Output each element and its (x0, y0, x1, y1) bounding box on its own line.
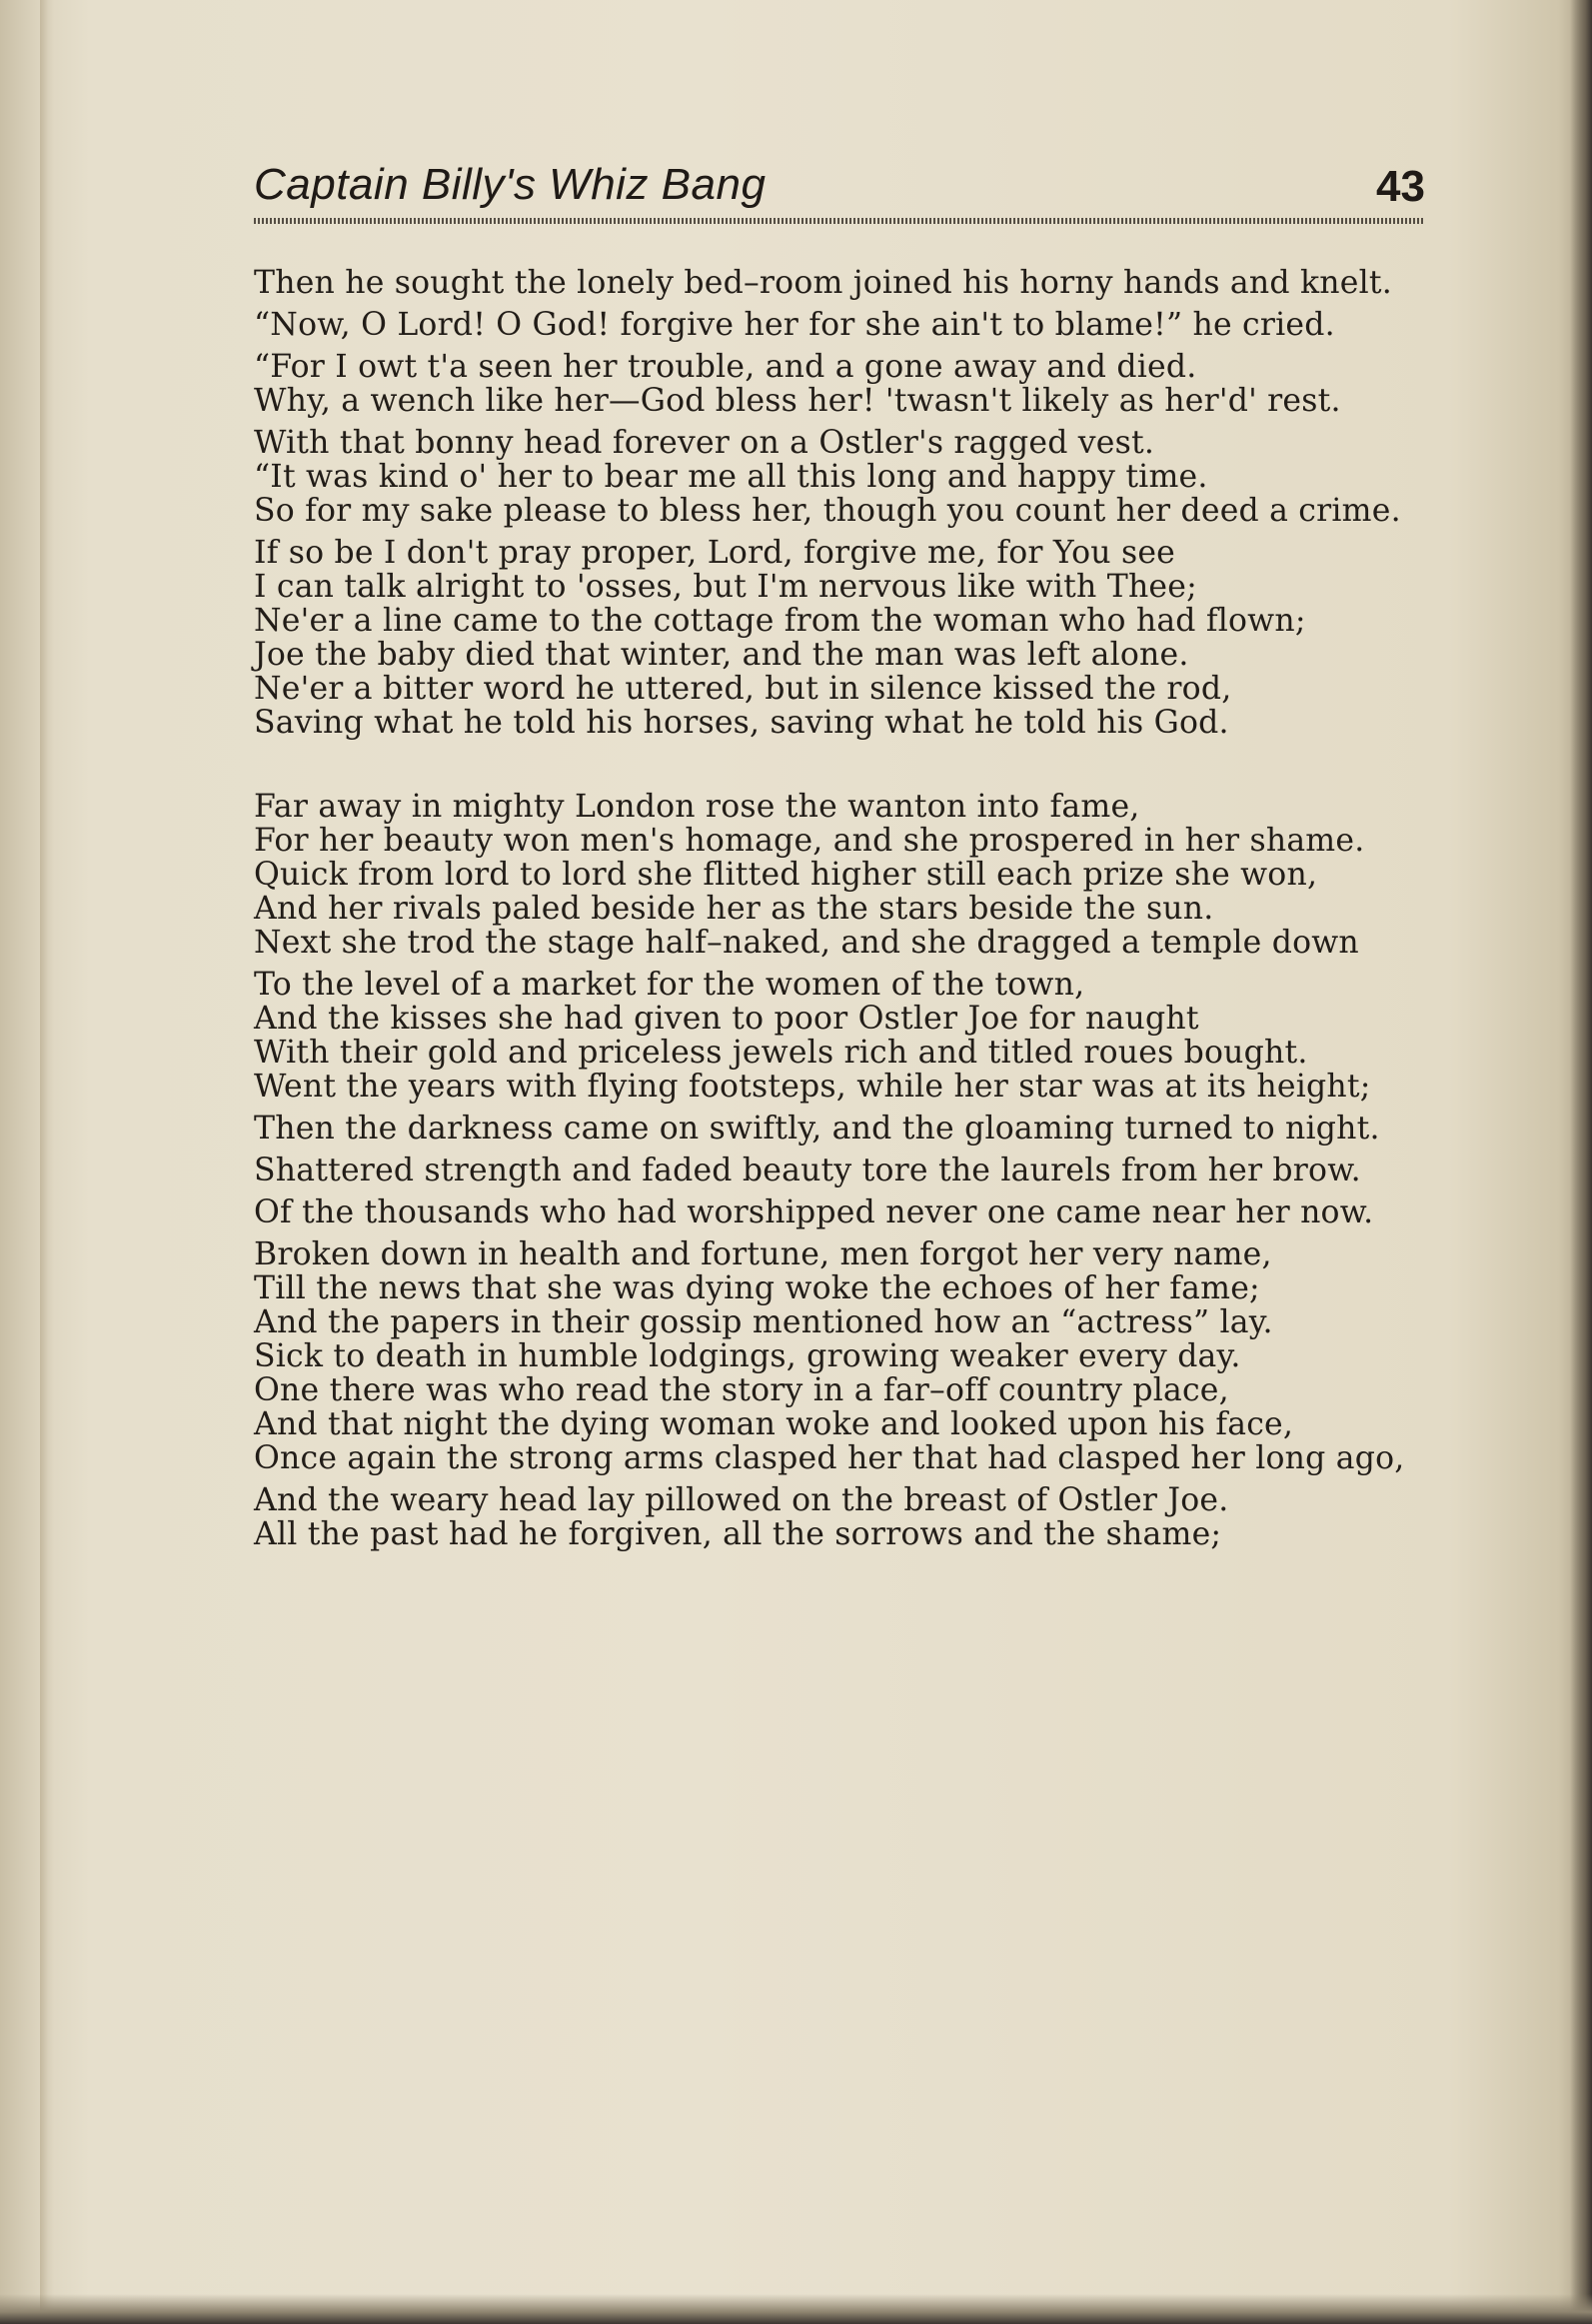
poem-line: Ne'er a line came to the cottage from the woman who had flown; (254, 603, 1306, 639)
poem-line: And her rivals paled beside her as the stars beside the sun. (254, 891, 1214, 927)
poem-line: Saving what he told his horses, saving what he told his God. (254, 705, 1229, 741)
page-number: 43 (1376, 162, 1425, 211)
poem-line: Broken down in health and fortune, men forgot her very name, (254, 1236, 1272, 1272)
poem-line: One there was who read the story in a far–off country place, (254, 1372, 1229, 1408)
running-title: Captain Billy's Whiz Bang (254, 160, 767, 209)
page-right-edge (1570, 0, 1592, 2324)
poem-line: Why, a wench like her—God bless her! 'twasn't likely as her'd' rest. (254, 383, 1341, 419)
poem-line: Shattered strength and faded beauty tore the laurels from her brow. (254, 1153, 1361, 1188)
page-gutter-shadow (40, 0, 54, 2324)
poem-line: To the level of a market for the women of the town, (254, 967, 1085, 1003)
poem-line: All the past had he forgiven, all the sorrows and the shame; (254, 1516, 1222, 1552)
stanza-1 (254, 266, 1433, 740)
stanza-2 (254, 790, 1433, 1551)
running-header (254, 160, 1425, 220)
poem-line: Far away in mighty London rose the wanton into fame, (254, 789, 1140, 825)
poem-line: “Now, O Lord! O God! forgive her for she ain't to blame!” he cried. (254, 307, 1335, 343)
poem-line: And that night the dying woman woke and looked upon his face, (254, 1406, 1294, 1442)
poem-line: Joe the baby died that winter, and the man was left alone. (254, 637, 1189, 673)
header-rule (254, 218, 1425, 224)
poem-line: If so be I don't pray proper, Lord, forgive me, for You see (254, 535, 1176, 571)
poem-line: Ne'er a bitter word he uttered, but in silence kissed the rod, (254, 671, 1232, 707)
poem-line: Of the thousands who had worshipped never one came near her now. (254, 1194, 1374, 1230)
poem-line: I can talk alright to 'osses, but I'm nervous like with Thee; (254, 569, 1197, 605)
poem-text (254, 266, 1433, 1551)
poem-line: With that bonny head forever on a Ostler's ragged vest. (254, 425, 1155, 461)
poem-line: Once again the strong arms clasped her that had clasped her long ago, (254, 1440, 1405, 1476)
poem-line: “It was kind o' her to bear me all this long and happy time. (254, 459, 1208, 495)
poem-line: Then the darkness came on swiftly, and the gloaming turned to night. (254, 1111, 1380, 1147)
poem-line: Next she trod the stage half–naked, and she dragged a temple down (254, 925, 1359, 961)
poem-line: Went the years with flying footsteps, while her star was at its height; (254, 1069, 1371, 1105)
stanza-break (254, 740, 1433, 790)
poem-line: For her beauty won men's homage, and she prospered in her shame. (254, 823, 1365, 859)
poem-line: And the kisses she had given to poor Ostler Joe for naught (254, 1001, 1199, 1037)
poem-line: And the papers in their gossip mentioned how an “actress” lay. (254, 1304, 1273, 1340)
poem-line: Quick from lord to lord she flitted higher still each prize she won, (254, 857, 1318, 893)
poem-line: Sick to death in humble lodgings, growing weaker every day. (254, 1338, 1241, 1374)
poem-line: “For I owt t'a seen her trouble, and a gone away and died. (254, 349, 1197, 385)
poem-line: With their gold and priceless jewels rich and titled roues bought. (254, 1035, 1308, 1071)
poem-line: Till the news that she was dying woke the echoes of her fame; (254, 1270, 1260, 1306)
poem-line: Then he sought the lonely bed–room joined his horny hands and knelt. (254, 265, 1392, 301)
poem-line: And the weary head lay pillowed on the breast of Ostler Joe. (254, 1482, 1229, 1518)
poem-line: So for my sake please to bless her, though you count her deed a crime. (254, 493, 1401, 529)
page-bottom-edge (0, 2294, 1592, 2324)
